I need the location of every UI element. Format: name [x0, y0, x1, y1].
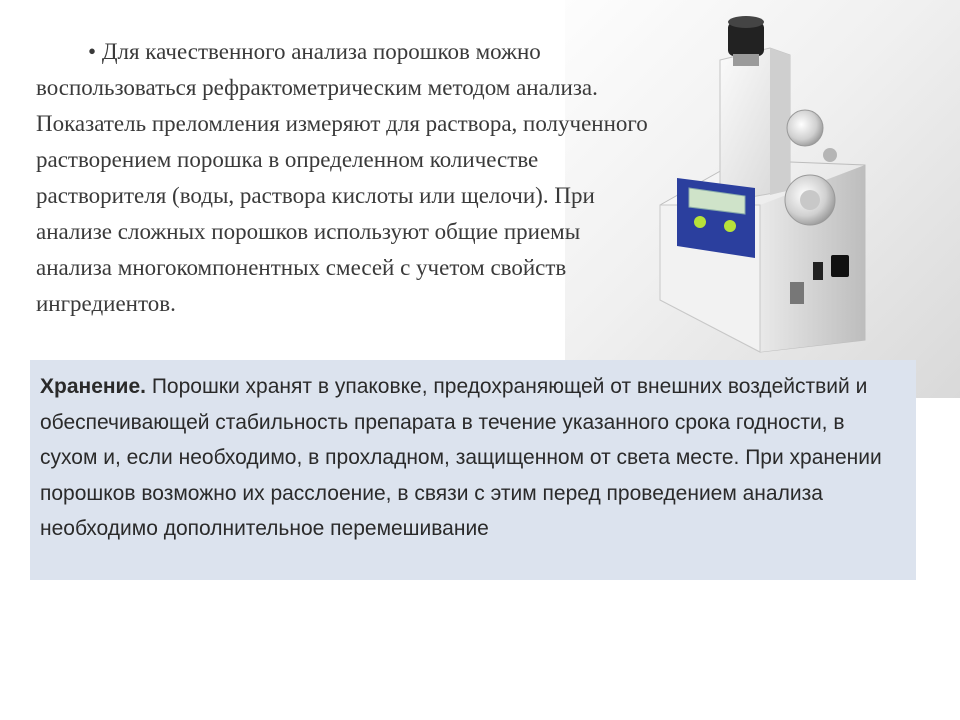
- storage-text: Порошки хранят в упаковке, предохраняющей от внешних воздействий и обеспечивающей стабильность препарата в течение указанного срока годности, в сухом и, если необходимо, в прохладном, защищенном от света месте. При хранении порошков возможно их расслоение, в связи с этим перед проведением анализа необходимо дополнительное перемешивание: [40, 375, 882, 541]
- method-paragraph: [36, 34, 656, 322]
- bullet-marker: •: [88, 39, 97, 64]
- storage-info-box: [30, 360, 916, 580]
- method-paragraph-text: Для качественного анализа порошков можно воспользоваться рефрактометрическим методом анализа. Показатель преломления измеряют для раствора, полученного растворением порошка в определенном количестве растворителя (воды, раствора кислоты или щелочи). При анализе сложных порошков используют общие приемы анализа многокомпонентных смесей с учетом свойств ингредиентов.: [36, 39, 648, 316]
- storage-title: Хранение.: [40, 375, 146, 398]
